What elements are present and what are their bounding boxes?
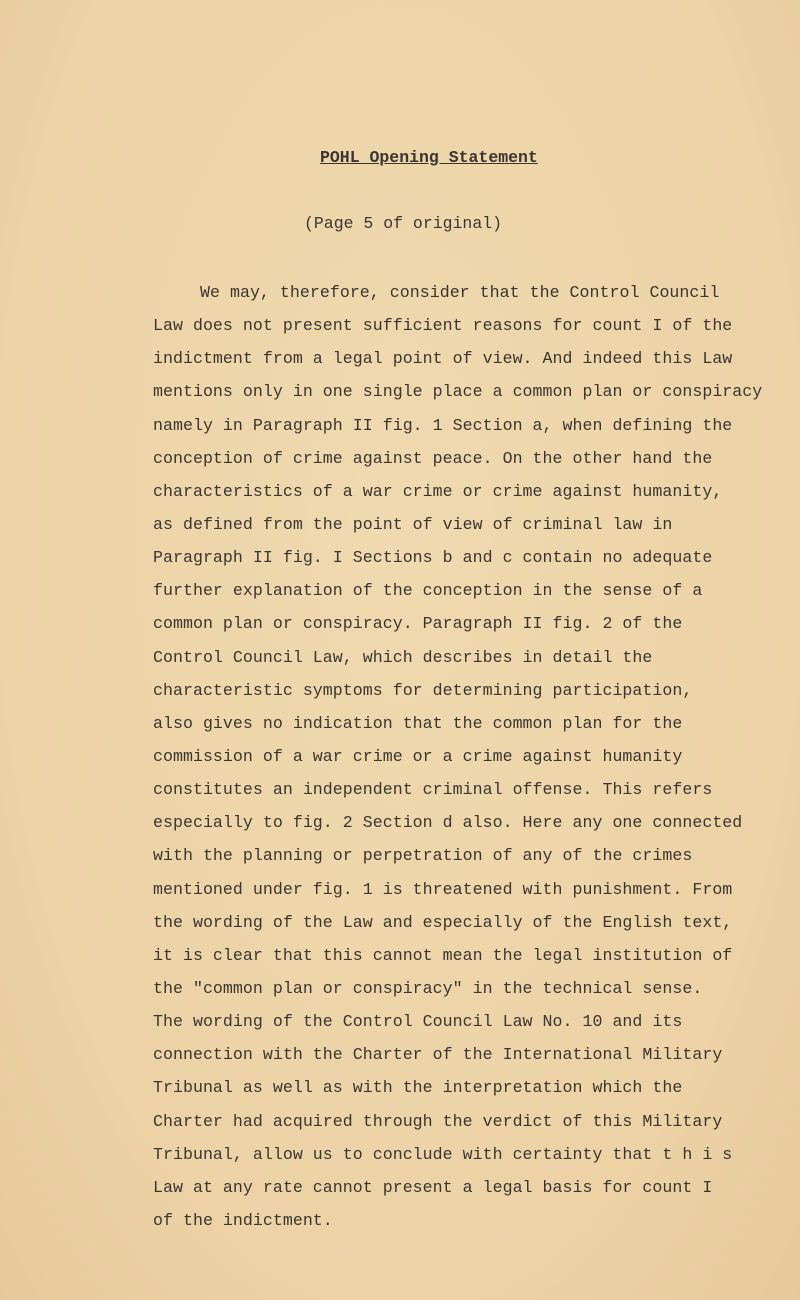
text-line: with the planning or perpetration of any of the crimes: [153, 846, 693, 866]
text-line: also gives no indication that the common plan for the: [153, 713, 683, 733]
text-line: Tribunal, allow us to conclude with certainty that t h i s: [153, 1144, 733, 1164]
page-note: (Page 5 of original): [304, 214, 503, 233]
text-line: mentioned under fig. 1 is threatened with punishment. From: [153, 879, 733, 899]
text-line: characteristics of a war crime or crime against humanity,: [153, 481, 723, 501]
text-line: Control Council Law, which describes in detail the: [153, 647, 653, 667]
text-line: commission of a war crime or a crime against humanity: [153, 746, 683, 766]
text-line: mentions only in one single place a common plan or conspiracy: [153, 382, 763, 402]
text-line: constitutes an independent criminal offense. This refers: [153, 780, 713, 800]
text-line: characteristic symptoms for determining participation,: [153, 680, 693, 700]
text-line: common plan or conspiracy. Paragraph II fig. 2 of the: [153, 614, 683, 634]
text-line: conception of crime against peace. On the other hand the: [153, 448, 713, 468]
text-line: The wording of the Control Council Law No. 10 and its: [153, 1012, 683, 1032]
text-line: the wording of the Law and especially of the English text,: [153, 912, 733, 932]
text-line: further explanation of the conception in the sense of a: [153, 581, 703, 601]
text-line: especially to fig. 2 Section d also. Here any one connected: [153, 813, 743, 833]
text-line: namely in Paragraph II fig. 1 Section a, when defining the: [153, 415, 733, 435]
text-line: the "common plan or conspiracy" in the technical sense.: [153, 978, 703, 998]
document-title: POHL Opening Statement: [320, 148, 538, 167]
text-line: We may, therefore, consider that the Control Council: [200, 283, 720, 302]
text-line: Charter had acquired through the verdict of this Military: [153, 1111, 723, 1131]
text-line: it is clear that this cannot mean the legal institution of: [153, 945, 733, 965]
text-line: Law at any rate cannot present a legal basis for count I: [153, 1177, 713, 1197]
text-line: connection with the Charter of the International Military: [153, 1045, 723, 1065]
text-line: of the indictment.: [153, 1210, 333, 1230]
text-line: Law does not present sufficient reasons for count I of the: [153, 316, 733, 336]
text-line: indictment from a legal point of view. And indeed this Law: [153, 349, 733, 369]
text-line: as defined from the point of view of criminal law in: [153, 514, 673, 534]
document-body: [153, 281, 793, 1242]
text-line: Paragraph II fig. I Sections b and c contain no adequate: [153, 548, 713, 568]
text-line: Tribunal as well as with the interpretation which the: [153, 1078, 683, 1098]
